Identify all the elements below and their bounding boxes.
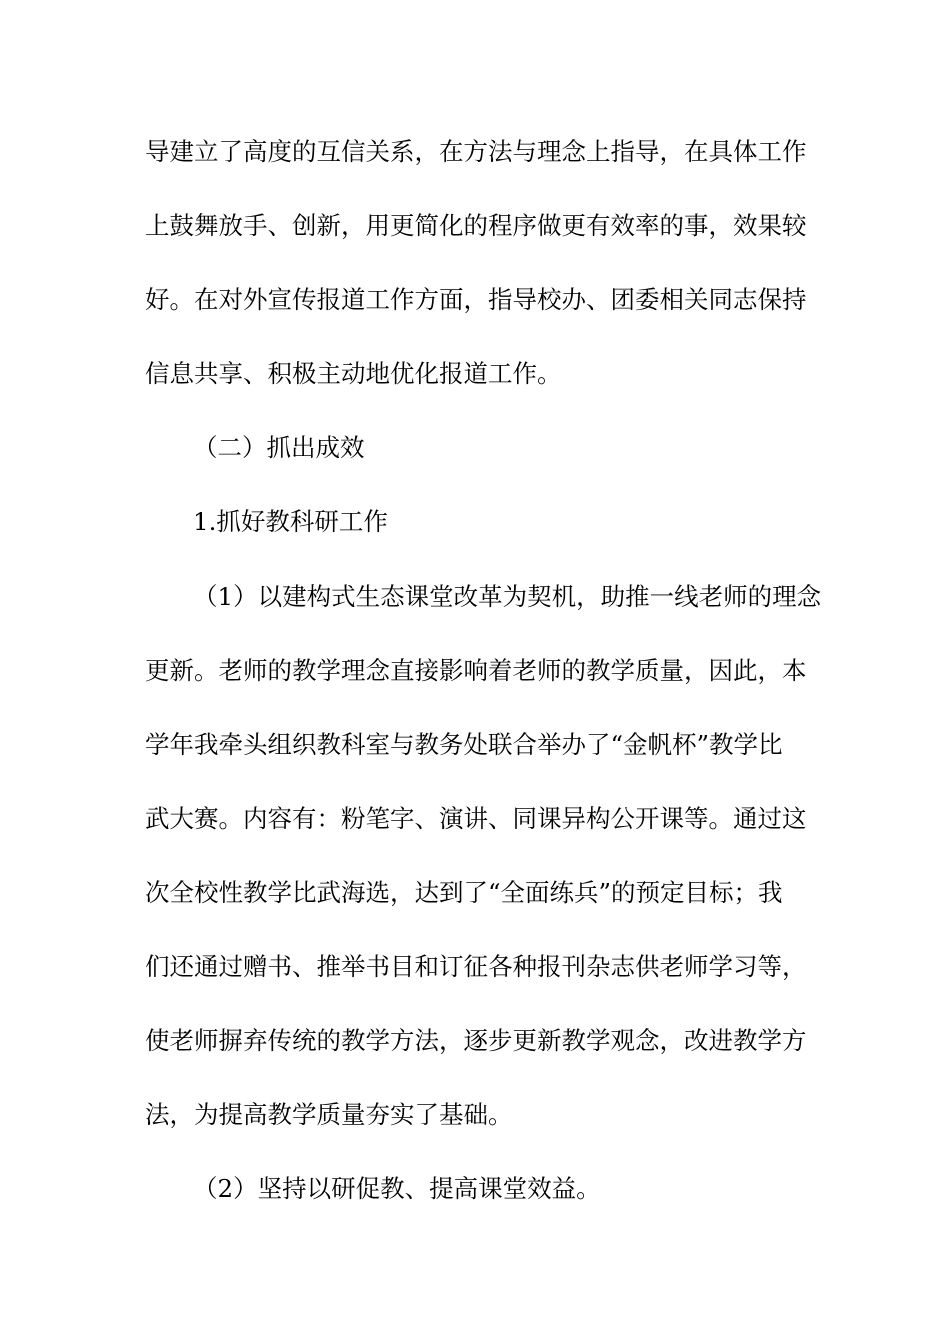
paragraph-line: 上鼓舞放手、创新，用更简化的程序做更有效率的事，效果较 — [145, 211, 807, 240]
paragraph-line: （1）以建构式生态课堂改革为契机，助推一线老师的理念 — [193, 582, 822, 611]
subsection-heading: 1.抓好教科研工作 — [193, 507, 388, 536]
paragraph-line: 使老师摒弃传统的教学方法，逐步更新教学观念，改进教学方 — [145, 1026, 807, 1055]
paragraph-line: 武大赛。内容有：粉笔字、演讲、同课异构公开课等。通过这 — [145, 804, 807, 833]
paragraph-line: （2）坚持以研促教、提高课堂效益。 — [193, 1174, 601, 1203]
section-heading: （二）抓出成效 — [193, 433, 365, 462]
paragraph-line: 法，为提高教学质量夯实了基础。 — [145, 1100, 513, 1129]
paragraph-line: 们还通过赠书、推举书目和订征各种报刊杂志供老师学习等， — [145, 952, 807, 981]
paragraph-line: 更新。老师的教学理念直接影响着老师的教学质量，因此，本 — [145, 656, 807, 685]
paragraph-line: 次全校性教学比武海选，达到了“全面练兵”的预定目标；我 — [145, 878, 783, 907]
paragraph-line: 学年我牵头组织教科室与教务处联合举办了“金帆杯”教学比 — [145, 730, 783, 759]
paragraph-line: 好。在对外宣传报道工作方面，指导校办、团委相关同志保持 — [145, 285, 807, 314]
paragraph-line: 导建立了高度的互信关系，在方法与理念上指导，在具体工作 — [145, 137, 807, 166]
paragraph-line: 信息共享、积极主动地优化报道工作。 — [145, 359, 562, 388]
